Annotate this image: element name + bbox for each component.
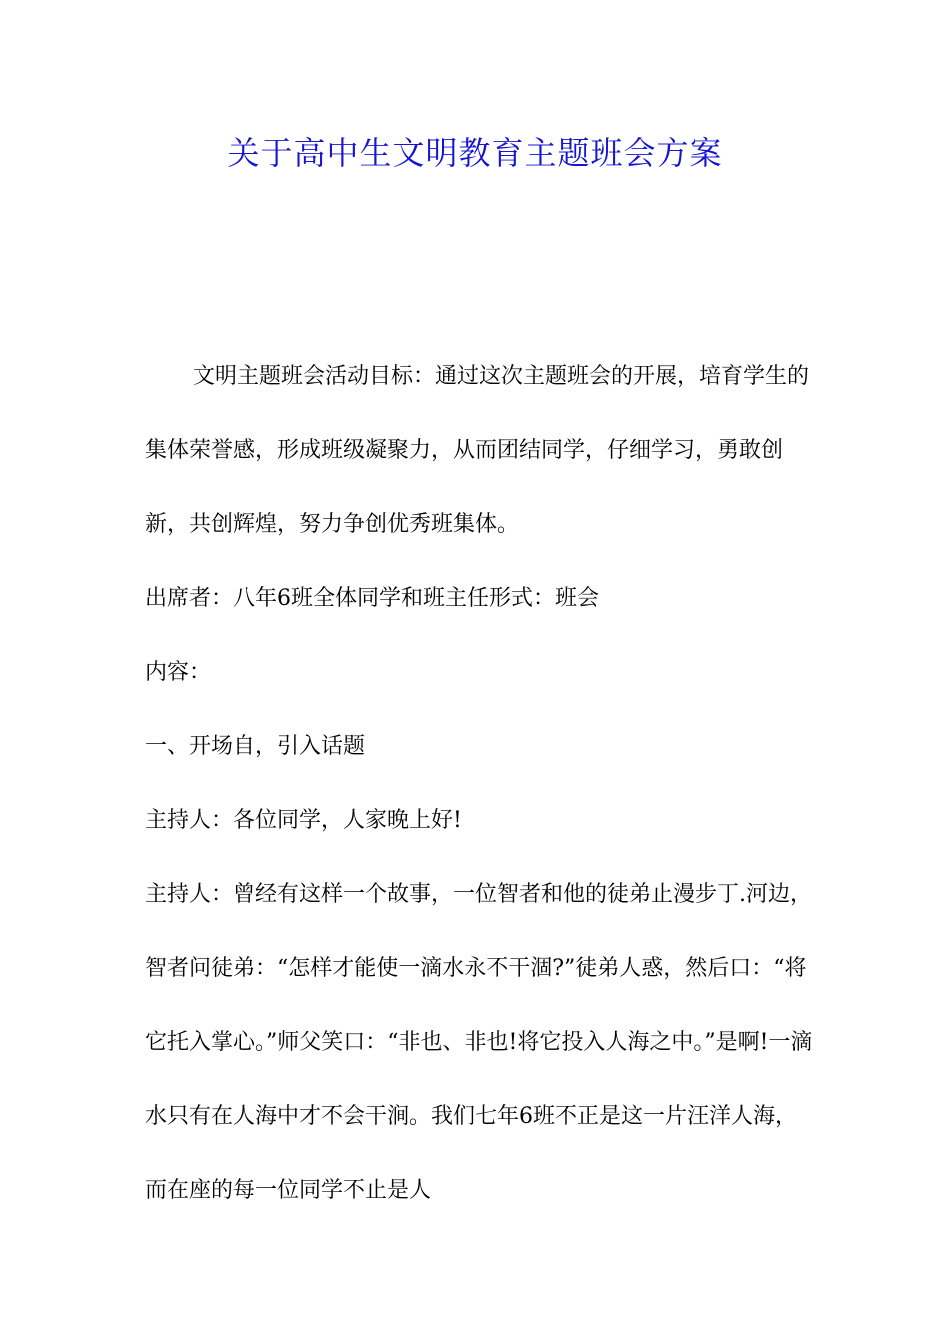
paragraph-host-story: 主持人：曾经有这样一个故事，一位智者和他的徒弟止漫步丁.河边，智者问徒弟：“怎样才能使一滴水永不干涸?”徒弟人惑，然后口：“将它托入掌心。”师父笑口：“非也、非也!将它投入人海之中。”是啊!一滴水只有在人海中才不会干涧。我们七年6班不正是这一片汪洋人海，而在座的每一位同学不止是人	[145, 882, 813, 1203]
paragraph-content-label: 内容：	[145, 660, 212, 685]
document-body	[145, 340, 815, 1228]
paragraph-objective: 文明主题班会活动目标：通过这次主题班会的开展，培育学生的集体荣誉感，形成班级凝聚力，从而团结同学，仔细学习，勇敢创新，共创辉煌，努力争创优秀班集体。	[145, 364, 810, 537]
section-heading-opening: 一、开场自，引入话题	[145, 734, 366, 759]
document-title: 关于高中生文明教育主题班会方案	[227, 134, 723, 172]
paragraph-attendees: 出席者：八年6班全体同学和班主任形式：班会	[145, 586, 599, 611]
paragraph-host-greeting: 主持人：各位同学，人家晚上好!	[145, 808, 462, 833]
